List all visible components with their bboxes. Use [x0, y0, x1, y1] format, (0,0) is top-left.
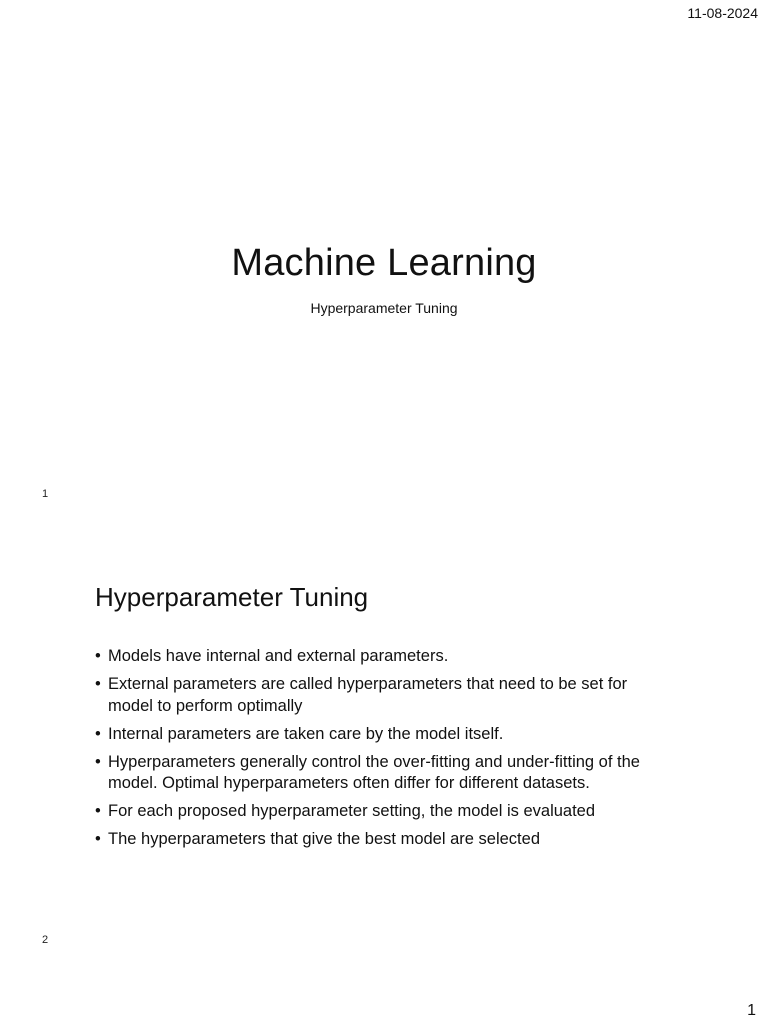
bullet-text: Internal parameters are taken care by the model itself.	[108, 724, 504, 743]
bullet-item	[95, 801, 670, 823]
slide-title: Hyperparameter Tuning	[95, 582, 369, 612]
page-number: 1	[747, 1002, 756, 1019]
bullet-icon: •	[95, 675, 101, 693]
bullet-icon: •	[95, 752, 101, 771]
slide-title: Machine Learning	[231, 242, 537, 284]
bullet-item	[95, 674, 670, 717]
bullet-icon: •	[95, 647, 101, 665]
bullet-icon: •	[95, 830, 101, 848]
print-date: 11-08-2024	[687, 5, 758, 21]
bullet-item	[95, 829, 670, 851]
bullet-text: External parameters are called hyperparameters that need to be set for model to perform optimally	[108, 675, 628, 715]
bullet-icon: •	[95, 724, 101, 743]
bullet-item	[95, 724, 670, 746]
slide-2	[0, 560, 768, 946]
bullet-text: Hyperparameters generally control the over-fitting and under-fitting of the model. Optimal hyperparameters often differ for different datasets.	[108, 752, 640, 792]
slide-1	[0, 0, 768, 500]
bullet-item	[95, 646, 670, 668]
bullet-text: The hyperparameters that give the best model are selected	[108, 830, 540, 848]
bullet-text: Models have internal and external parameters.	[108, 647, 449, 665]
bullet-item	[95, 752, 670, 795]
bullet-icon: •	[95, 802, 101, 820]
slide-number: 2	[42, 934, 49, 946]
bullet-list	[95, 646, 670, 857]
bullet-text: For each proposed hyperparameter setting, the model is evaluated	[108, 802, 596, 820]
slide-subtitle: Hyperparameter Tuning	[310, 300, 458, 316]
slide-number: 1	[42, 488, 49, 500]
